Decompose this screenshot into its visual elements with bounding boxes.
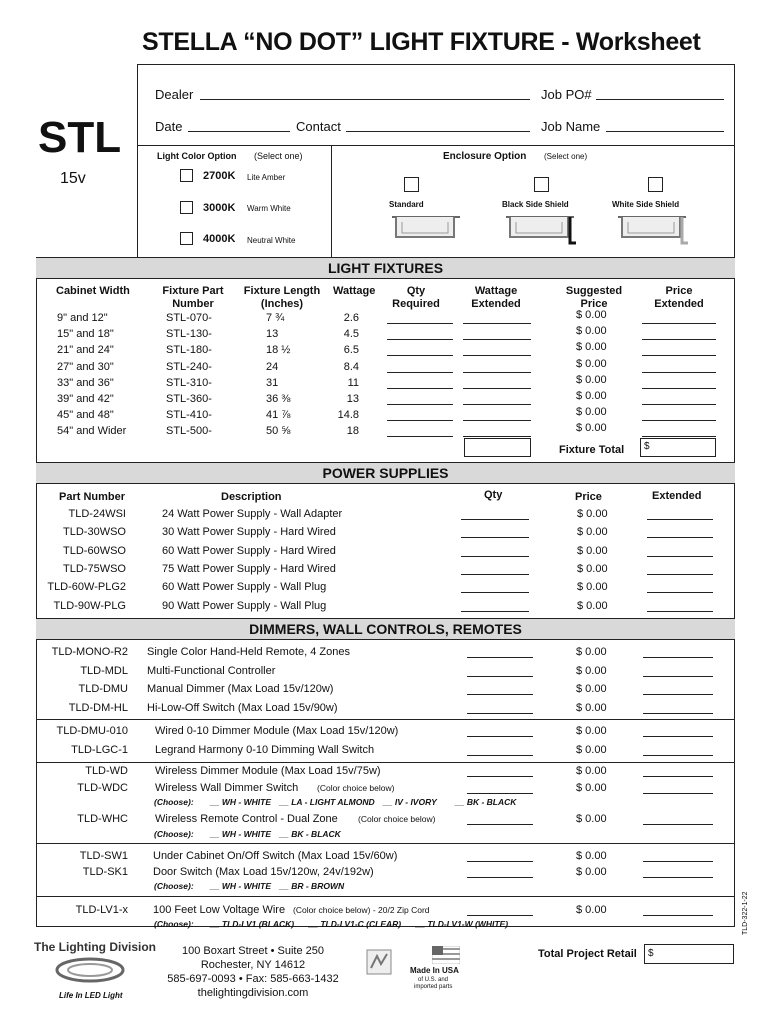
qty-field[interactable] [387,323,453,324]
dimmer-desc-cell: Wireless Wall Dimmer Switch [155,782,299,794]
date-label: Date [155,119,183,134]
dimmer-part-cell: TLD-LGC-1 [71,743,128,756]
voltage-label: 15v [60,170,86,187]
choice-white[interactable]: WH - WHITE [221,881,271,891]
qty-field[interactable] [387,372,453,373]
wattage-extended-field[interactable] [463,355,531,356]
option-4000k-desc: Neutral White [247,236,296,245]
job-po-field[interactable] [596,99,724,100]
choose-label: (Choose): [154,829,194,839]
dimmer-part-cell: TLD-DM-HL [68,702,128,715]
choice-black[interactable]: BK - BLACK [291,829,341,839]
dimmer-desc-cell: Under Cabinet On/Off Switch (Max Load 15v/60w) [153,850,398,862]
dimmer-extended-field[interactable] [643,793,713,794]
col-extended: Extended [652,490,702,502]
dimmer-desc-cell: Legrand Harmony 0-10 Dimming Wall Switch [155,743,375,756]
wattage-cell: 14.8 [337,409,359,422]
power-desc-cell: 75 Watt Power Supply - Hard Wired [162,562,336,575]
power-price-cell: $ 0.00 [577,562,608,575]
company-address [160,944,346,1000]
checkbox-standard[interactable] [404,177,419,192]
fixture-length-cell: 41 ⅞ [266,409,291,422]
col-qty: Qty [484,489,503,501]
fixture-part-cell: STL-070- [166,312,212,324]
dimmer-part-cell: TLD-SW1 [79,850,128,862]
energy-cert-icon [365,948,393,976]
whc-note: (Color choice below) [358,814,436,824]
dimmer-price-cell: $ 0.00 [576,664,607,677]
col-fixture-length: Fixture Length (Inches) [243,285,321,310]
cabinet-width-cell: 15" and 18" [57,328,114,341]
worksheet-table [36,257,735,927]
power-desc-cell: 60 Watt Power Supply - Hard Wired [162,544,336,557]
choice-brown[interactable]: BR - BROWN [291,881,345,891]
col-description: Description [221,491,282,503]
power-part-cell: TLD-30WSO [63,526,126,539]
col-price: Price [575,491,602,503]
cabinet-width-cell: 9" and 12" [57,312,108,324]
cabinet-width-cell: 39" and 42" [57,393,114,405]
dimmer-desc-cell: Wireless Dimmer Module (Max Load 15v/75w) [155,765,381,777]
cabinet-width-cell: 33" and 36" [57,376,114,389]
dimmer-price-cell: $ 0.00 [576,850,607,862]
fixture-total-label: Fixture Total [559,444,625,456]
cabinet-width-cell: 21" and 24" [57,344,114,357]
dimmer-extended-field[interactable] [643,736,713,737]
dimmer-part-cell: TLD-SK1 [82,866,128,878]
price-cell: $ 0.00 [576,406,607,419]
divider [137,145,735,146]
power-price-cell: $ 0.00 [577,599,608,612]
wattage-extended-field[interactable] [463,323,531,324]
power-qty-field[interactable] [461,537,529,538]
dimmer-price-cell: $ 0.00 [576,702,607,715]
power-part-cell: TLD-60W-PLG2 [47,581,126,594]
price-extended-field[interactable] [642,372,716,373]
wattage-extended-field[interactable] [463,404,531,405]
standard-profile-icon [390,213,462,243]
fixture-part-cell: STL-360- [166,393,212,405]
col-fixture-part: Fixture Part Number [162,285,224,310]
choose-label: (Choose): [154,797,194,807]
wattage-cell: 18 [346,425,359,438]
fixture-length-cell: 7 ¾ [266,312,285,324]
wattage-cell: 13 [346,393,359,405]
wattage-cell: 6.5 [343,344,359,357]
dimmer-part-cell: TLD-MONO-R2 [51,646,128,658]
checkbox-4000k[interactable] [180,232,193,245]
dimmer-extended-field[interactable] [643,861,713,862]
power-extended-field[interactable] [647,519,713,520]
cabinet-width-cell: 27" and 30" [57,360,114,373]
price-cell: $ 0.00 [576,390,607,402]
dealer-field[interactable] [200,99,530,100]
made-in-usa: Made In USA [410,966,459,975]
power-price-cell: $ 0.00 [577,526,608,539]
total-project-value: $ [648,948,654,959]
made-sub-2: imported parts [414,984,453,990]
power-qty-field[interactable] [461,611,529,612]
dimmer-extended-field[interactable] [643,694,713,695]
dimmer-price-cell: $ 0.00 [576,813,607,825]
dimmer-extended-field[interactable] [643,776,713,777]
total-project-label: Total Project Retail [538,948,637,960]
divider [331,145,332,257]
choose-label: (Choose): [154,919,194,929]
made-sub-1: of U.S. and [418,977,449,983]
dimmer-part-cell: TLD-WDC [77,782,128,794]
checkbox-black-shield[interactable] [534,177,549,192]
price-extended-field[interactable] [642,388,716,389]
choice-ivory[interactable]: IV - IVORY [394,797,437,807]
power-extended-field[interactable] [647,537,713,538]
price-cell: $ 0.00 [576,325,607,338]
fixture-length-cell: 36 ⅜ [266,393,291,405]
usa-flag-icon [432,946,460,964]
choice-white[interactable]: WH - WHITE [221,797,271,807]
price-cell: $ 0.00 [576,357,607,370]
wattage-extended-field[interactable] [463,420,531,421]
dimmer-qty-field[interactable] [467,676,533,677]
page-title: STELLA “NO DOT” LIGHT FIXTURE - Worksheet [142,28,701,56]
dimmer-part-cell: TLD-MDL [80,664,128,677]
checkbox-2700k[interactable] [180,169,193,182]
power-price-cell: $ 0.00 [577,508,608,520]
wdc-note: (Color choice below) [317,783,395,793]
col-suggested-price: Suggested Price [565,285,623,310]
dimmer-qty-field[interactable] [467,793,533,794]
fixture-part-cell: STL-500- [166,425,212,438]
fixture-part-cell: STL-130- [166,328,212,341]
power-qty-field[interactable] [461,519,529,520]
wdc-color-choices: (Choose): __ WH - WHITE __ LA - LIGHT ALMOND __ IV - IVORY __ BK - BLACK [154,797,517,807]
dimmer-price-cell: $ 0.00 [576,782,607,794]
light-fixtures-header: LIGHT FIXTURES [36,257,735,279]
group-divider [36,719,735,720]
enclosure-standard: Standard [389,200,424,209]
option-3000k: 3000K [203,202,236,214]
dimmer-part-cell: TLD-DMU [78,683,128,696]
fixture-length-cell: 24 [266,360,279,373]
fixture-part-cell: STL-410- [166,409,212,422]
fixture-part-cell: STL-310- [166,376,212,389]
price-cell: $ 0.00 [576,309,607,321]
power-part-cell: TLD-24WSI [68,508,126,520]
whc-color-choices: (Choose): __ WH - WHITE __ BK - BLACK [154,829,341,839]
option-4000k: 4000K [203,233,236,245]
dimmers-header: DIMMERS, WALL CONTROLS, REMOTES [36,618,735,640]
dimmer-price-cell: $ 0.00 [576,765,607,777]
power-desc-cell: 60 Watt Power Supply - Wall Plug [162,581,327,594]
dimmer-desc-cell: Wireless Remote Control - Dual Zone [155,813,338,825]
dimmer-extended-field[interactable] [643,824,713,825]
light-color-label: Light Color Option [157,151,237,161]
lv-color-choices: (Choose): __ TLD-LV1 (BLACK) __ TLD-LV1-C (CLEAR) __ TLD-LV1-W (WHITE) [154,919,509,929]
dimmer-part-cell: TLD-WHC [77,813,128,825]
choice-light-almond[interactable]: LA - LIGHT ALMOND [291,797,375,807]
address-line-2: Rochester, NY 14612 [200,959,306,971]
enclosure-white-shield: White Side Shield [612,200,680,209]
phone-fax: 585-697-0093 • Fax: 585-663-1432 [167,973,339,985]
choice-white[interactable]: WH - WHITE [221,829,271,839]
wattage-extended-field[interactable] [463,339,531,340]
fixture-total-box[interactable] [640,438,716,457]
dimmer-desc-cell: 100 Feet Low Voltage Wire [153,904,286,916]
price-extended-field[interactable] [642,355,716,356]
choice-black[interactable]: BK - BLACK [466,797,517,807]
dimmer-extended-field[interactable] [643,877,713,878]
group-divider [36,896,735,897]
choose-label: (Choose): [154,881,194,891]
black-shield-profile-icon [504,213,578,247]
qty-field[interactable] [387,436,453,437]
date-field[interactable] [188,131,290,132]
price-extended-field[interactable] [642,323,716,324]
choice-clear[interactable]: TLD-LV1-C (CLEAR) [320,919,402,929]
fixture-total-value: $ [644,441,650,452]
fixture-length-cell: 31 [266,376,279,389]
option-3000k-desc: Warm White [247,204,291,213]
wattage-cell: 2.6 [343,312,359,324]
fixture-length-cell: 13 [266,328,279,341]
wattage-extended-field[interactable] [463,372,531,373]
dimmer-qty-field[interactable] [467,713,533,714]
col-wattage: Wattage [333,285,376,297]
price-extended-field[interactable] [642,339,716,340]
checkbox-white-shield[interactable] [648,177,663,192]
dimmer-price-cell: $ 0.00 [576,683,607,696]
contact-field[interactable] [346,131,530,132]
checkbox-3000k[interactable] [180,201,193,214]
dimmer-price-cell: $ 0.00 [576,646,607,658]
dimmer-extended-field[interactable] [643,676,713,677]
wattage-total-box[interactable] [464,438,531,457]
price-extended-field[interactable] [642,420,716,421]
white-shield-profile-icon [616,213,690,247]
dimmer-price-cell: $ 0.00 [576,743,607,756]
dimmer-desc-cell: Multi-Functional Controller [147,664,276,677]
contact-label: Contact [296,119,341,134]
dimmer-qty-field[interactable] [467,755,533,756]
dimmer-qty-field[interactable] [467,694,533,695]
fixture-part-cell: STL-240- [166,360,212,373]
job-name-field[interactable] [606,131,724,132]
power-price-cell: $ 0.00 [577,581,608,594]
price-cell: $ 0.00 [576,341,607,354]
power-extended-field[interactable] [647,592,713,593]
group-divider [36,762,735,763]
qty-field[interactable] [387,388,453,389]
dimmer-desc-cell: Single Color Hand-Held Remote, 4 Zones [147,646,350,658]
dimmer-price-cell: $ 0.00 [576,725,607,737]
dimmer-qty-field[interactable] [467,824,533,825]
dimmer-extended-field[interactable] [643,657,713,658]
fixture-length-cell: 50 ⅝ [266,425,291,438]
dealer-label: Dealer [155,87,194,102]
enclosure-black-shield: Black Side Shield [502,200,569,209]
power-qty-field[interactable] [461,556,529,557]
dimmer-extended-field[interactable] [643,915,713,916]
company-logo-icon [54,955,126,985]
document-code: TLD-322-1-22 [742,891,749,935]
col-qty-required: Qty Required [392,285,440,310]
dimmer-extended-field[interactable] [643,755,713,756]
wattage-cell: 11 [347,376,359,389]
company-name: The Lighting Division [34,940,156,954]
address-line-1: 100 Boxart Street • Suite 250 [181,945,325,957]
dimmer-desc-cell: Manual Dimmer (Max Load 15v/120w) [147,683,334,696]
dimmer-desc-cell: Door Switch (Max Load 15v/120w, 24v/192w) [153,866,374,878]
sk-color-choices: (Choose): __ WH - WHITE __ BR - BROWN [154,881,345,891]
dimmer-price-cell: $ 0.00 [576,904,607,916]
qty-field[interactable] [387,404,453,405]
col-wattage-extended: Wattage Extended [471,285,521,310]
dimmer-qty-field[interactable] [467,915,533,916]
group-divider [36,843,735,844]
option-2700k: 2700K [203,170,236,182]
dimmer-part-cell: TLD-LV1-x [75,904,128,916]
power-supplies-header: POWER SUPPLIES [36,462,735,484]
company-tagline: Life In LED Light [59,991,123,1000]
dimmer-price-cell: $ 0.00 [576,866,607,878]
dimmer-qty-field[interactable] [467,736,533,737]
power-desc-cell: 90 Watt Power Supply - Wall Plug [162,599,327,612]
fixture-length-cell: 18 ½ [266,344,291,357]
fixture-part-cell: STL-180- [166,344,212,357]
dimmer-part-cell: TLD-WD [85,765,128,777]
lv1-note: (Color choice below) - 20/2 Zip Cord [293,905,430,915]
col-cabinet-width: Cabinet Width [56,285,130,297]
col-price-extended: Price Extended [654,285,704,310]
power-desc-cell: 24 Watt Power Supply - Wall Adapter [162,508,343,520]
power-extended-field[interactable] [647,611,713,612]
choice-black[interactable]: TLD-LV1 (BLACK) [221,919,295,929]
wattage-cell: 4.5 [343,328,359,341]
dimmer-extended-field[interactable] [643,713,713,714]
power-extended-field[interactable] [647,556,713,557]
qty-field[interactable] [387,355,453,356]
option-2700k-desc: Lite Amber [247,173,286,182]
dimmer-desc-cell: Hi-Low-Off Switch (Max Load 15v/90w) [147,702,338,715]
dimmer-desc-cell: Wired 0-10 Dimmer Module (Max Load 15v/120w) [155,725,399,737]
wattage-extended-field[interactable] [463,388,531,389]
website-link[interactable]: thelightingdivision.com [197,987,309,999]
dimmer-qty-field[interactable] [467,657,533,658]
power-part-cell: TLD-75WSO [63,562,126,575]
dimmer-part-cell: TLD-DMU-010 [56,725,128,737]
qty-field[interactable] [387,339,453,340]
price-cell: $ 0.00 [576,373,607,386]
total-project-box[interactable] [644,944,734,964]
light-color-note: (Select one) [254,151,303,161]
enclosure-label: Enclosure Option [443,151,527,162]
job-po-label: Job PO# [541,87,592,102]
power-part-cell: TLD-90W-PLG [53,599,126,612]
product-code: STL [38,113,122,162]
cabinet-width-cell: 45" and 48" [57,409,114,422]
job-name-label: Job Name [541,119,601,134]
wattage-cell: 8.4 [343,360,359,373]
power-extended-field[interactable] [647,574,713,575]
cabinet-width-cell: 54" and Wider [57,425,127,438]
col-part-number: Part Number [59,491,126,503]
enclosure-note: (Select one) [544,152,588,161]
choice-white[interactable]: TLD-LV1-W (WHITE) [427,919,509,929]
power-qty-field[interactable] [461,592,529,593]
price-cell: $ 0.00 [576,422,607,435]
power-qty-field[interactable] [461,574,529,575]
power-part-cell: TLD-60WSO [63,544,126,557]
dimmer-qty-field[interactable] [467,861,533,862]
qty-field[interactable] [387,420,453,421]
price-extended-field[interactable] [642,404,716,405]
dimmer-qty-field[interactable] [467,877,533,878]
power-desc-cell: 30 Watt Power Supply - Hard Wired [162,526,336,539]
dimmer-qty-field[interactable] [467,776,533,777]
power-price-cell: $ 0.00 [577,544,608,557]
